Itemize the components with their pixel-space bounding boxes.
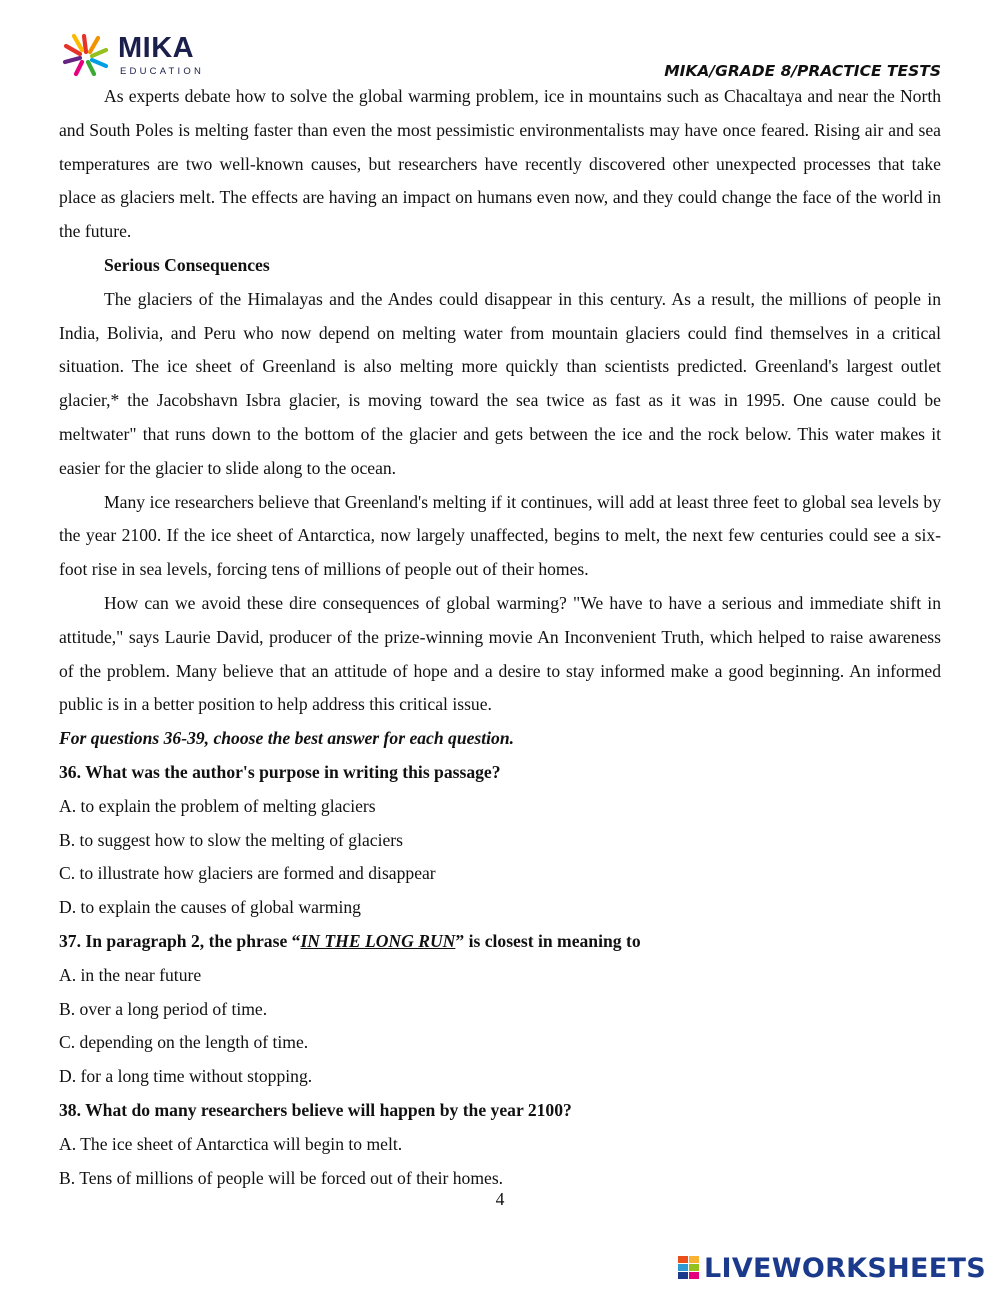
passage-paragraph-1: As experts debate how to solve the global warming problem, ice in mountains such as Chacaltaya and near the North and South Poles is melting faster than even the most pessimistic environmentalists may have once feared. Rising air and sea temperatures are two well-known causes, but researchers have recently discovered other unexpected processes that take place as glaciers melt. The effects are having an impact on humans even now, and they could change the face of the world in the future. xyxy=(59,86,941,242)
answer-option[interactable]: B. to suggest how to slow the melting of glaciers xyxy=(59,829,404,850)
question-37 xyxy=(59,925,941,959)
liveworksheets-watermark xyxy=(678,1250,986,1286)
logo-wordmark: MIKA xyxy=(118,32,195,64)
page-header-title: MIKA/GRADE 8/PRACTICE TESTS xyxy=(664,62,941,80)
answer-option[interactable]: C. to illustrate how glaciers are formed and disappear xyxy=(59,863,436,884)
worksheet-content xyxy=(59,80,941,1195)
answer-option[interactable]: A. in the near future xyxy=(59,964,202,985)
question-37-phrase: IN THE LONG RUN xyxy=(300,930,456,951)
mika-burst-icon xyxy=(60,30,112,78)
liveworksheets-blocks-icon xyxy=(678,1256,700,1280)
page-number: 4 xyxy=(495,1189,505,1209)
passage-paragraph-4: How can we avoid these dire consequences of global warming? "We have to have a serious and immediate shift in attitude," says Laurie David, producer of the prize-winning movie An Inconvenient Truth, which helped to raise awareness of the problem. Many believe that an attitude of hope and a desire to stay informed make a good beginning. An informed public is in a better position to help address this critical issue. xyxy=(59,592,941,715)
question-37-suffix: ” is closest in meaning to xyxy=(455,930,641,951)
instructions: For questions 36-39, choose the best answer for each question. xyxy=(59,728,515,749)
answer-option[interactable]: A. to explain the problem of melting glaciers xyxy=(59,795,376,816)
mika-logo xyxy=(60,30,210,80)
question-36: 36. What was the author's purpose in writing this passage? xyxy=(59,761,501,782)
question-37-prefix: 37. In paragraph 2, the phrase “ xyxy=(59,930,301,951)
answer-option[interactable]: C. depending on the length of time. xyxy=(59,1032,309,1053)
passage-paragraph-2: The glaciers of the Himalayas and the Andes could disappear in this century. As a result, the millions of people in India, Bolivia, and Peru who now depend on melting water from mountain glaciers could find themselves in a critical situation. The ice sheet of Greenland is also melting more quickly than scientists predicted. Greenland's largest outlet glacier,* the Jacobshavn Isbra glacier, is moving toward the sea twice as fast as it was in 1995. One cause could be meltwater" that runs down to the bottom of the glacier and gets between the ice and the rock below. This water makes it easier for the glacier to slide along to the ocean. xyxy=(59,288,941,478)
section-heading: Serious Consequences xyxy=(104,254,270,275)
answer-option[interactable]: A. The ice sheet of Antarctica will begin to melt. xyxy=(59,1133,403,1154)
answer-option[interactable]: D. to explain the causes of global warming xyxy=(59,897,361,918)
answer-option[interactable]: B. over a long period of time. xyxy=(59,998,268,1019)
question-38: 38. What do many researchers believe will happen by the year 2100? xyxy=(59,1099,572,1120)
answer-option[interactable]: D. for a long time without stopping. xyxy=(59,1066,313,1087)
passage-paragraph-3: Many ice researchers believe that Greenland's melting if it continues, will add at least three feet to global sea levels by the year 2100. If the ice sheet of Antarctica, now largely unaffected, begins to melt, the next few centuries could see a six-foot rise in sea levels, forcing tens of millions of people out of their homes. xyxy=(59,491,941,580)
answer-option[interactable]: B. Tens of millions of people will be forced out of their homes. xyxy=(59,1167,504,1188)
logo-subtitle: EDUCATION xyxy=(120,66,205,77)
liveworksheets-wordmark: LIVEWORKSHEETS xyxy=(703,1252,986,1284)
